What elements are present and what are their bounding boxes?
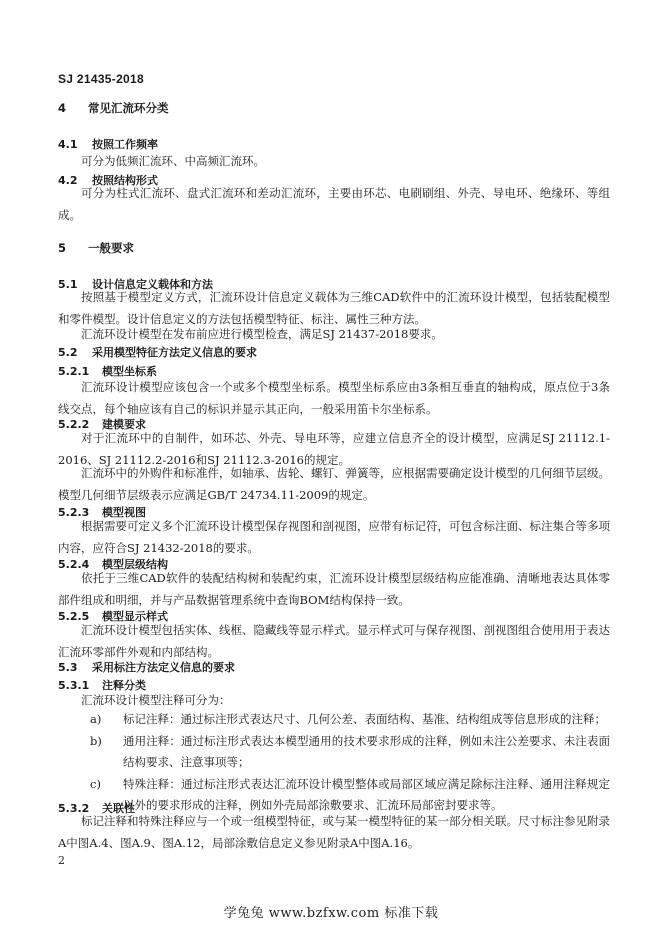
list-marker: a) xyxy=(90,712,102,726)
section-title: 建模要求 xyxy=(102,418,146,431)
list-item-text: 通用注释：通过标注形式表达本模型通用的技术要求形成的注释，例如未注公差要求、未注表面结构要求、注意事项等； xyxy=(123,733,610,769)
section-5-2-1-text: 汇流环设计模型应该包含一个或多个模型坐标系。模型坐标系应由3条相互垂直的轴构成，原点位于3条线交点，每个轴应该有自己的标识并显示其正向，一般采用笛卡尔坐标系。 xyxy=(58,380,610,416)
section-5-2-4-text: 依托于三维CAD软件的装配结构树和装配约束，汇流环设计模型层级结构应能准确、清晰地表达具体零部件组成和明细，并与产品数据管理系统中查询BOM结构保持一致。 xyxy=(58,571,610,607)
section-title: 模型层级结构 xyxy=(102,558,168,571)
section-4-heading xyxy=(58,98,610,120)
section-5-3-2-text: 标记注释和特殊注释应与一个或一组模型特征，或与某一模型特征的某一部分相关联。尺寸标注参见附录A中图A.4、图A.9、图A.12，局部涂敷信息定义参见附录A中图A.16。 xyxy=(58,814,610,850)
section-number: 4.2 xyxy=(58,174,78,187)
section-title: 模型坐标系 xyxy=(102,365,157,378)
section-5-1-paragraph-1: 按照基于模型定义方式，汇流环设计信息定义载体为三维CAD软件中的汇流环设计模型，包括装配模型和零件模型。设计信息定义的方法包括模型特征、标注、属性三种方法。 xyxy=(58,290,610,326)
section-title: 设计信息定义载体和方法 xyxy=(92,278,213,291)
section-title: 常见汇流环分类 xyxy=(88,101,169,115)
standard-code: SJ 21435-2018 xyxy=(58,72,144,86)
list-item xyxy=(58,709,610,731)
footer-watermark: 学兔兔 www.bzfxw.com 标准下载 xyxy=(223,906,439,921)
section-5-2-2-paragraph-2: 汇流环中的外购件和标准件，如轴承、齿轮、螺钉、弹簧等，应根据需要确定设计模型的几何细节层级。模型几何细节层级表示应满足GB/T 24734.11-2009的规定。 xyxy=(58,466,610,502)
list-item xyxy=(58,731,610,774)
section-number: 5.3 xyxy=(58,661,78,674)
section-5-3-1-intro: 汇流环设计模型注释可分为： xyxy=(81,693,231,707)
section-5-heading xyxy=(58,238,610,260)
section-5-2-3-text: 根据需要可定义多个汇流环设计模型保存视图和剖视图，应带有标记符，可包含标注面、标注集合等多项内容，应符合SJ 21432-2018的要求。 xyxy=(58,519,610,555)
section-title: 采用标注方法定义信息的要求 xyxy=(92,661,235,674)
list-marker: b) xyxy=(90,733,102,748)
page-number: 2 xyxy=(58,854,65,867)
section-title: 采用模型特征方法定义信息的要求 xyxy=(92,346,257,359)
section-title: 模型视图 xyxy=(102,506,146,519)
section-number: 4.1 xyxy=(58,138,78,151)
section-number: 5 xyxy=(58,241,67,255)
section-number: 4 xyxy=(58,101,67,115)
section-4-1-text: 可分为低频汇流环、中高频汇流环。 xyxy=(81,154,265,168)
section-title: 一般要求 xyxy=(88,241,134,255)
section-title: 模型显示样式 xyxy=(102,610,168,623)
section-number: 5.2.4 xyxy=(58,558,90,571)
section-number: 5.2.2 xyxy=(58,418,90,431)
section-title: 按照工作频率 xyxy=(92,138,158,151)
section-number: 5.1 xyxy=(58,278,78,291)
list-marker: c) xyxy=(90,776,101,791)
section-number: 5.2 xyxy=(58,346,78,359)
section-number: 5.3.2 xyxy=(58,802,90,815)
section-4-2-text: 可分为柱式汇流环、盘式汇流环和差动汇流环，主要由环芯、电刷刷组、外壳、导电环、绝缘环、等组成。 xyxy=(58,186,610,222)
section-number: 5.2.3 xyxy=(58,506,90,519)
list-item-text: 特殊注释：通过标注形式表达汇流环设计模型整体或局部区域应满足除标注注释、通用注释规定以外的要求形成的注释，例如外壳局部涂敷要求、汇流环局部密封要求等。 xyxy=(123,776,610,812)
section-title: 关联性 xyxy=(102,802,135,815)
section-number: 5.3.1 xyxy=(58,679,90,692)
section-title: 注释分类 xyxy=(102,679,146,692)
list-item-text: 标记注释：通过标注形式表达尺寸、几何公差、表面结构、基准、结构组成等信息形成的注释； xyxy=(123,712,606,726)
section-5-2-5-text: 汇流环设计模型包括实体、线框、隐藏线等显示样式。显示样式可与保存视图、剖视图组合使用用于表达汇流环零部件外观和内部结构。 xyxy=(58,623,610,659)
section-5-2-2-paragraph-1: 对于汇流环中的自制件，如环芯、外壳、导电环等，应建立信息齐全的设计模型，应满足SJ 21112.1-2016、SJ 21112.2-2016和SJ 21112.3-2016的规定。 xyxy=(58,431,610,467)
section-number: 5.2.1 xyxy=(58,365,90,378)
section-5-1-paragraph-2: 汇流环设计模型在发布前应进行模型检查，满足SJ 21437-2018要求。 xyxy=(81,327,443,341)
section-number: 5.2.5 xyxy=(58,610,90,623)
section-title: 按照结构形式 xyxy=(92,174,158,187)
